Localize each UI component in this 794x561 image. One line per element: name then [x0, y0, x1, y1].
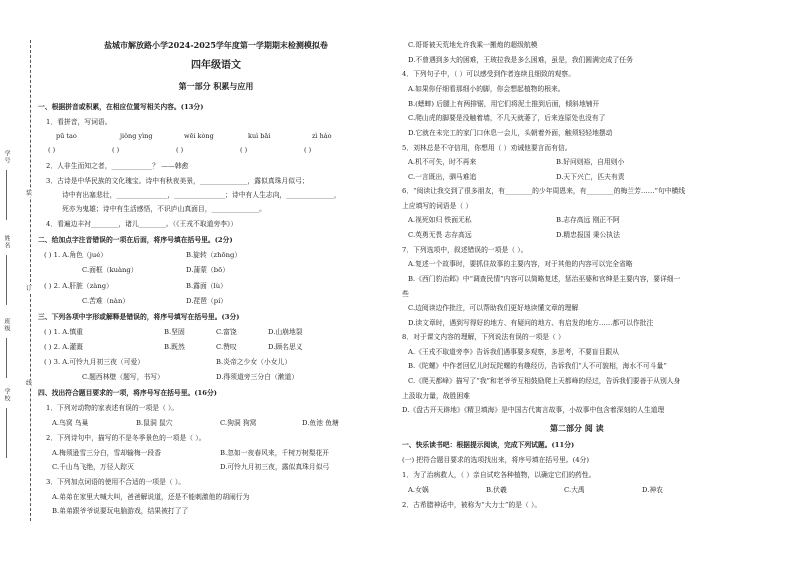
pinyin-4: kuì bāi [248, 132, 271, 140]
q4-3: 3．下列加点词语的使用不合适的一项是（ ）。 [46, 478, 186, 486]
q2-2-b: B.露面（lù） [186, 282, 227, 290]
q2-2-d: D.琵琶（pí） [186, 297, 228, 305]
q3-1-d: D.山崩地裂 [268, 328, 303, 336]
q2-1-b: B.旋转（zhōng） [186, 251, 242, 259]
pinyin-row [56, 133, 376, 141]
school-label: 学校 [3, 388, 10, 402]
q4-2-d: D.可怜九月初三夜，露似真珠月似弓 [220, 463, 330, 471]
q2-1-d: D.蒲蒙（bō） [186, 266, 229, 274]
q2-1-c: C.面框（kuàng） [82, 266, 138, 274]
school-field[interactable] [6, 408, 7, 458]
q4-2: 2．下列诗句中，描写的不是冬季景色的一项是（ ）。 [46, 434, 206, 442]
q3-1-a: ( ) 1. A.慎重 [44, 328, 83, 336]
q4-8-c: C.《爬天都峰》描写了“我”和老爷爷互相鼓励爬上天都峰的经过，告诉我们要善于从别人身 [408, 377, 681, 385]
student-number-label: 学号 [3, 150, 10, 164]
q4-1-d: D.鱼池 鱼塘 [302, 419, 339, 427]
q4-3-d: D.不曾遇到多大的困难，王玻拉我是多么困难，虽是，我们圆满完成了任务 [408, 56, 633, 64]
q3-1-c: C.富饶 [216, 328, 237, 336]
part1-title: 第一部分 积累与应用 [178, 81, 254, 91]
q4-5-d: D.天下兴亡，匹夫有责 [556, 173, 625, 181]
reading-1-q1-c: C.大禹 [564, 486, 585, 494]
q4-8-b: B.《陀螺》中作者回忆儿时玩陀螺的有趣经历，告诉我们“人不可貌相，海水不可斗量” [408, 362, 667, 370]
class-label: 班级 [3, 318, 10, 332]
binding-mark-3: 线 [26, 380, 33, 387]
question-3-heading: 三、下列各项中字形或解释是错误的，将序号填写在括号里。(3分) [38, 313, 240, 321]
q4-1-c: C.狗洞 狗窝 [220, 419, 257, 427]
reading-1-q1-a: A.女娲 [408, 486, 429, 494]
reading-1-q1-b: B.伏羲 [486, 486, 507, 494]
q4-6-cont: 上应填写的词语是（ ） [402, 202, 473, 210]
q4-4-c: C.爬山虎的脚要是没触着墙，不几天就萎了，后来连原处也没有了 [408, 114, 606, 122]
q3-3-b: B.炎帝之少女（小女儿） [216, 358, 292, 366]
q4-7-a: A.复述一个故事时，要抓住故事的主要内容，对于其他的内容可以完全省略 [408, 260, 633, 268]
reading-1-q1: 1．为了治病救人，（ ）亲自试吃各种植物，以确定它们的药性。 [402, 471, 596, 479]
question-1-heading: 一、根据拼音或积累，在相应位置写相关内容。(13分) [38, 103, 204, 111]
q4-3-b: B.弟弟跟爷爷说要玩电脑游戏，结果被打了了 [52, 507, 189, 515]
q4-6: 6．“阅读让我交到了很多朋友，有________的少年周恩来，有________的梅兰芳……”句中横线 [402, 187, 686, 195]
pinyin-1: pū tao [56, 132, 77, 140]
q4-5-b: B.好问则裕，自用则小 [556, 158, 625, 166]
answer-bracket-4[interactable]: ( ) [240, 146, 248, 154]
student-name-label: 姓名 [3, 235, 10, 249]
question-1-1: 1．看拼音，写词语。 [46, 118, 112, 126]
q4-4: 4．下列句子中，（ ）可以感受到作者连续且细致的观察。 [402, 70, 576, 78]
q4-8-a: A.《王戎不取道旁李》告诉我们遇事要多观察，多思考，不要盲目跟从 [408, 348, 619, 356]
q4-6-d: D.精忠报国 秉公执法 [556, 231, 620, 239]
subject-title: 四年级语文 [191, 60, 241, 71]
question-1-4: 4．看遍边丰衬________，诸儿________。（《王戎不取道旁李》） [46, 220, 238, 228]
answer-bracket-1[interactable]: ( ) [48, 146, 56, 154]
q4-6-b: B.志存高远 刚正不阿 [556, 216, 620, 224]
q3-3-d: D.得须道旁三分白（漱道） [216, 373, 299, 381]
q4-5: 5．刘林总是不守信用，你想用（ ）劝诫他要言而有信。 [402, 144, 572, 152]
q4-4-a: A.如果你仔细看那细小的脚，你会想起植物的根来。 [408, 85, 565, 93]
q3-3-a: ( ) 3. A.可怜九月初三夜（可爱） [44, 358, 145, 366]
q4-2-c: C.千山鸟飞绝，万径人踪灭 [52, 463, 134, 471]
question-1-3-a: 3．古诗是中华民族的文化瑰宝。诗中有秋夜美景，______________，露似真珠月似弓； [46, 177, 309, 185]
q4-8-c-cont: 上汲取力量，战胜困难 [402, 392, 470, 400]
q4-7-d: D.读文章时，遇到写得好的地方、有疑问的地方、有启发的地方……都可以作批注 [408, 319, 654, 327]
q4-2-b: B.忽如一夜春风来，千树万树梨花开 [220, 449, 330, 457]
answer-bracket-3[interactable]: ( ) [176, 146, 184, 154]
q3-2-c: C.赞叹 [216, 343, 237, 351]
exam-title: 盐城市解放路小学2024-2025学年度第一学期期末检测模拟卷 [104, 40, 328, 50]
q4-4-d: D.它就在未完工的家门口休息一会儿，头朝着外面，触须轻轻地摆动 [408, 129, 613, 137]
answer-bracket-5[interactable]: ( ) [304, 146, 312, 154]
q3-3-c: C.题西林壁（题写，书写） [82, 373, 164, 381]
q4-4-b: B.(蟋蟀) 后腿上有两排锯，用它们将泥土推到后面，倾斜地铺开 [408, 100, 600, 108]
q3-2-b: B.既然 [164, 343, 185, 351]
q4-2-a: A.梅须逊雪三分白，雪却输梅一段香 [52, 449, 162, 457]
question-4-heading: 四、找出符合题目要求的一项，将序号写在括号里。(16分) [38, 389, 218, 397]
q2-2-c: C.苦难（nàn） [82, 297, 130, 305]
student-number-field[interactable] [6, 170, 7, 220]
q3-2-a: ( ) 2. A.灌溉 [44, 343, 83, 351]
q3-2-d: D.顾名思义 [268, 343, 303, 351]
binding-margin [0, 0, 38, 561]
q4-5-c: C.一言既出，驷马难追 [408, 173, 477, 181]
question-1-3-b: 诗中有出塞悲壮，_______________，_______________；诗中有人生志向，______________， [62, 191, 341, 199]
q4-3-a: A.弟弟在家里大喊大叫，爸爸解说道，还是不能刺激他的胡闹行为 [52, 493, 250, 501]
answer-bracket-2[interactable]: ( ) [112, 146, 120, 154]
pinyin-2: jiǒng yìng [120, 132, 153, 140]
q3-1-b: B.坚固 [164, 328, 185, 336]
reading-1-heading: 一、快乐读书吧：根据提示阅读，完成下列试题。(11分) [402, 441, 575, 449]
q4-8: 8．对于课文内容的理解，下列说法有误的一项是（ ） [402, 333, 565, 341]
q4-6-c: C.英勇无畏 志存高远 [408, 231, 472, 239]
q4-7-c: C.边阅读边作批注，可以帮助我们更好地读懂文章的理解 [408, 304, 579, 312]
part2-title: 第二部分 阅 读 [550, 423, 604, 433]
q2-1-a: ( ) 1. A.角色（jué） [44, 251, 108, 259]
pinyin-5: zì hào [312, 132, 332, 140]
q4-1-b: B.鼠洞 鼠穴 [136, 419, 173, 427]
q4-3-c: C.哥哥被天荒地允许我乘一搬炮的超级航模 [408, 41, 538, 49]
q4-6-a: A.视死如归 铁面无私 [408, 216, 472, 224]
binding-mark-1: 装 [26, 190, 33, 197]
binding-dashed-line [30, 40, 31, 521]
q2-2-a: ( ) 2. A.肝脏（zàng） [44, 282, 113, 290]
reading-1-sub: (一) 把符合题目要求的选项找出来，将序号填在括号里。(4分) [402, 456, 590, 464]
binding-mark-2: 订 [26, 285, 33, 292]
answer-bracket-row [48, 147, 368, 155]
question-1-3-c: 死亦为鬼雄；诗中有生活感悟，不识庐山真面目，______________。 [62, 205, 266, 213]
question-2-heading: 二、给加点字注音错误的一项在后面，将序号填在括号里。(2分) [38, 236, 233, 244]
question-1-2: 2．人非生而知之者，____________？ ——韩愈 [46, 162, 189, 170]
q4-7: 7．下列选项中，叙述错误的一项是（ ）。 [402, 246, 528, 254]
pinyin-3: wēi kòng [184, 132, 214, 140]
q4-1: 1．下列对动物的家表述有误的一项是（ ）。 [46, 404, 179, 412]
reading-1-q2: 2．古希腊神话中，被称为“大力士”的是（ ）。 [402, 501, 542, 509]
q4-8-d: D.《盘古开天辟地》《精卫填海》是中国古代寓言故事，小故事中包含着深刻的人生道理 [402, 406, 665, 414]
q4-1-a: A.鸟窝 鸟巢 [52, 419, 89, 427]
q4-7-b: B.《西门豹治邺》中“调查民情”内容可以简略复述，惩治巫婆和官绅是主要内容，要详细一 [408, 275, 681, 283]
q4-5-a: A.机不可失，时不再来 [408, 158, 477, 166]
reading-1-q1-d: D.神农 [642, 486, 663, 494]
student-name-field[interactable] [6, 255, 7, 305]
class-field[interactable] [6, 338, 7, 378]
q4-7-b-cont: 些 [402, 290, 409, 298]
